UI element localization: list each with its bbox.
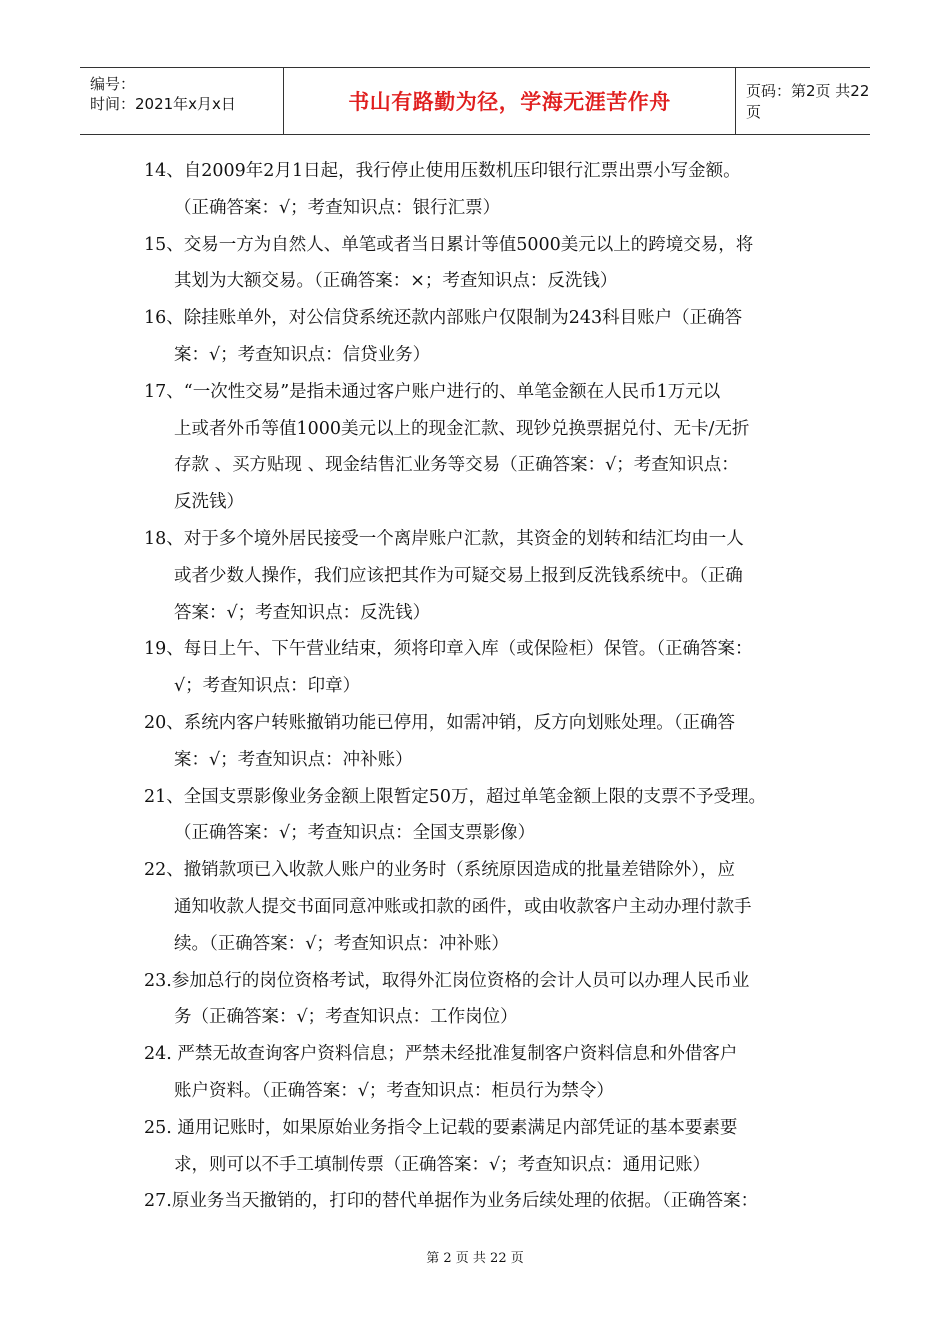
header-page-info: [736, 68, 870, 134]
page-footer: [0, 1247, 950, 1266]
question-continuation: √；考查知识点：印章）: [174, 676, 361, 697]
header-motto-cell: [284, 68, 736, 134]
question-item: [144, 1110, 824, 1184]
question-continuation: 或者少数人操作，我们应该把其作为可疑交易上报到反洗钱系统中。（正确: [174, 565, 743, 586]
page-header: [80, 67, 870, 135]
question-continuation: 存款 、买方贴现 、现金结售汇业务等交易（正确答案：√；考查知识点：: [174, 455, 739, 476]
question-text: 21、全国支票影像业务金额上限暂定50万，超过单笔金额上限的支票不予受理。: [144, 786, 767, 807]
question-text: 19、每日上午、下午营业结束，须将印章入库（或保险柜）保管。（正确答案：: [144, 639, 753, 660]
question-continuation: 反洗钱）: [174, 492, 244, 513]
question-text: 24. 严禁无故查询客户资料信息；严禁未经批准复制客户资料信息和外借客户: [144, 1044, 738, 1065]
question-text: 23.参加总行的岗位资格考试，取得外汇岗位资格的会计人员可以办理人民币业: [144, 970, 750, 991]
question-item: [144, 300, 824, 374]
question-text: 20、系统内客户转账撤销功能已停用，如需冲销，反方向划账处理。（正确答: [144, 712, 736, 733]
question-continuation: 案：√；考查知识点：信贷业务）: [174, 344, 431, 365]
question-text: 17、“一次性交易”是指未通过客户账户进行的、单笔金额在人民币1万元以: [144, 381, 721, 402]
question-text: 18、对于多个境外居民接受一个离岸账户汇款，其资金的划转和结汇均由一人: [144, 528, 744, 549]
motto-text: 书山有路勤为径，学海无涯苦作舟: [348, 90, 671, 114]
question-continuation: 务（正确答案：√；考查知识点：工作岗位）: [174, 1007, 518, 1028]
question-continuation: 案：√；考查知识点：冲补账）: [174, 749, 413, 770]
page-info-text: 页码：第2页 共22页: [746, 82, 870, 121]
question-continuation: 账户资料。（正确答案：√；考查知识点：柜员行为禁令）: [174, 1080, 614, 1101]
question-item: [144, 374, 824, 521]
question-text: 25. 通用记账时，如果原始业务指令上记载的要素满足内部凭证的基本要素要: [144, 1117, 738, 1138]
question-continuation: 通知收款人提交书面同意冲账或扣款的函件，或由收款客户主动办理付款手: [174, 896, 752, 917]
question-item: [144, 631, 824, 705]
question-item: [144, 1036, 824, 1110]
serial-label: 编号：: [90, 75, 136, 93]
question-item: [144, 852, 824, 962]
question-continuation: 求，则可以不手工填制传票（正确答案：√；考查知识点：通用记账）: [174, 1154, 711, 1175]
question-item: [144, 521, 824, 631]
question-continuation: 其划为大额交易。（正确答案：×；考查知识点：反洗钱）: [174, 271, 618, 292]
question-continuation: 答案：√；考查知识点：反洗钱）: [174, 602, 431, 623]
footer-page-number: 第 2 页 共 22 页: [426, 1251, 524, 1266]
question-text: 14、自2009年2月1日起，我行停止使用压数机压印银行汇票出票小写金额。: [144, 161, 741, 181]
question-item: [144, 779, 824, 853]
question-text: 16、除挂账单外，对公信贷系统还款内部账户仅限制为243科目账户（正确答: [144, 308, 743, 329]
question-text: 22、撤销款项已入收款人账户的业务时（系统原因造成的批量差错除外），应: [144, 860, 736, 881]
question-item: [144, 227, 824, 301]
question-item: [144, 705, 824, 779]
question-item: [144, 153, 824, 227]
question-list: [144, 153, 824, 1220]
header-meta: [80, 68, 284, 134]
question-text: 27.原业务当天撤销的，打印的替代单据作为业务后续处理的依据。（正确答案：: [144, 1191, 759, 1212]
question-continuation: （正确答案：√；考查知识点：银行汇票）: [174, 197, 501, 218]
question-item: [144, 1183, 824, 1220]
time-label: 时间：2021年x月x日: [90, 95, 236, 113]
question-continuation: 上或者外币等值1000美元以上的现金汇款、现钞兑换票据兑付、无卡/无折: [174, 418, 750, 439]
question-text: 15、交易一方为自然人、单笔或者当日累计等值5000美元以上的跨境交易，将: [144, 234, 754, 255]
question-item: [144, 963, 824, 1037]
question-continuation: 续。（正确答案：√；考查知识点：冲补账）: [174, 933, 509, 954]
question-continuation: （正确答案：√；考查知识点：全国支票影像）: [174, 823, 536, 844]
